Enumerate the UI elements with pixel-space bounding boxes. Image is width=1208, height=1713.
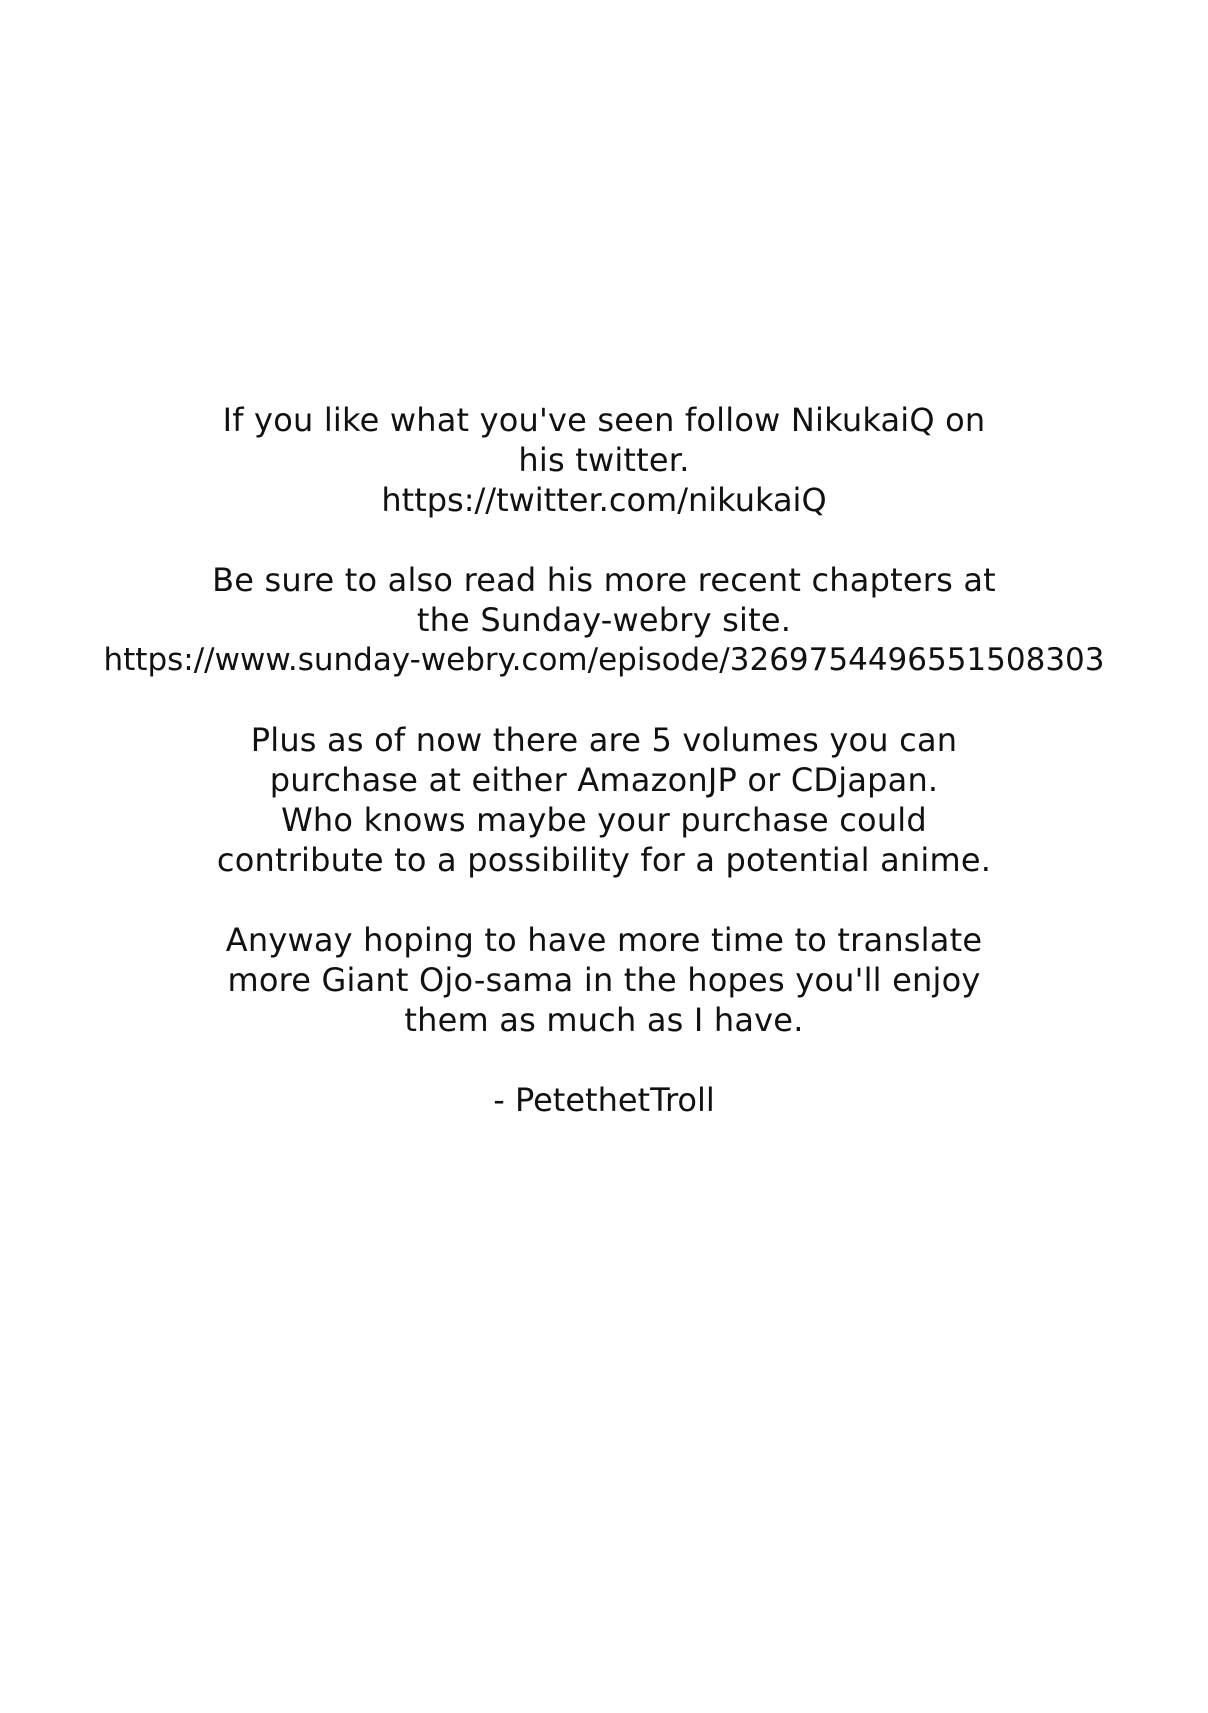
afterword-line: contribute to a possibility for a potential anime.	[216, 841, 992, 879]
sunday-webry-url[interactable]: https://www.sunday-webry.com/episode/3269754496551508303	[103, 642, 1105, 678]
afterword-line: purchase at either AmazonJP or CDjapan.	[269, 761, 939, 799]
afterword-line: Plus as of now there are 5 volumes you can	[250, 721, 958, 759]
translator-afterword	[0, 400, 1208, 1120]
afterword-line: Anyway hoping to have more time to translate	[225, 921, 983, 959]
signature-block	[0, 1080, 1208, 1120]
webry-block	[0, 560, 1208, 680]
afterword-line: If you like what you've seen follow NikukaiQ on	[222, 401, 986, 439]
afterword-line: more Giant Ojo-sama in the hopes you'll enjoy	[227, 961, 981, 999]
afterword-line: Who knows maybe your purchase could	[281, 801, 927, 839]
twitter-url[interactable]: https://twitter.com/nikukaiQ	[381, 481, 827, 519]
twitter-block	[0, 400, 1208, 520]
afterword-line: Be sure to also read his more recent chapters at	[212, 561, 996, 599]
closing-block	[0, 920, 1208, 1040]
volumes-block	[0, 720, 1208, 880]
afterword-line: the Sunday-webry site.	[416, 601, 792, 639]
signature: - PetethetTroll	[493, 1081, 715, 1119]
afterword-line: them as much as I have.	[404, 1001, 804, 1039]
afterword-line: his twitter.	[518, 441, 690, 479]
